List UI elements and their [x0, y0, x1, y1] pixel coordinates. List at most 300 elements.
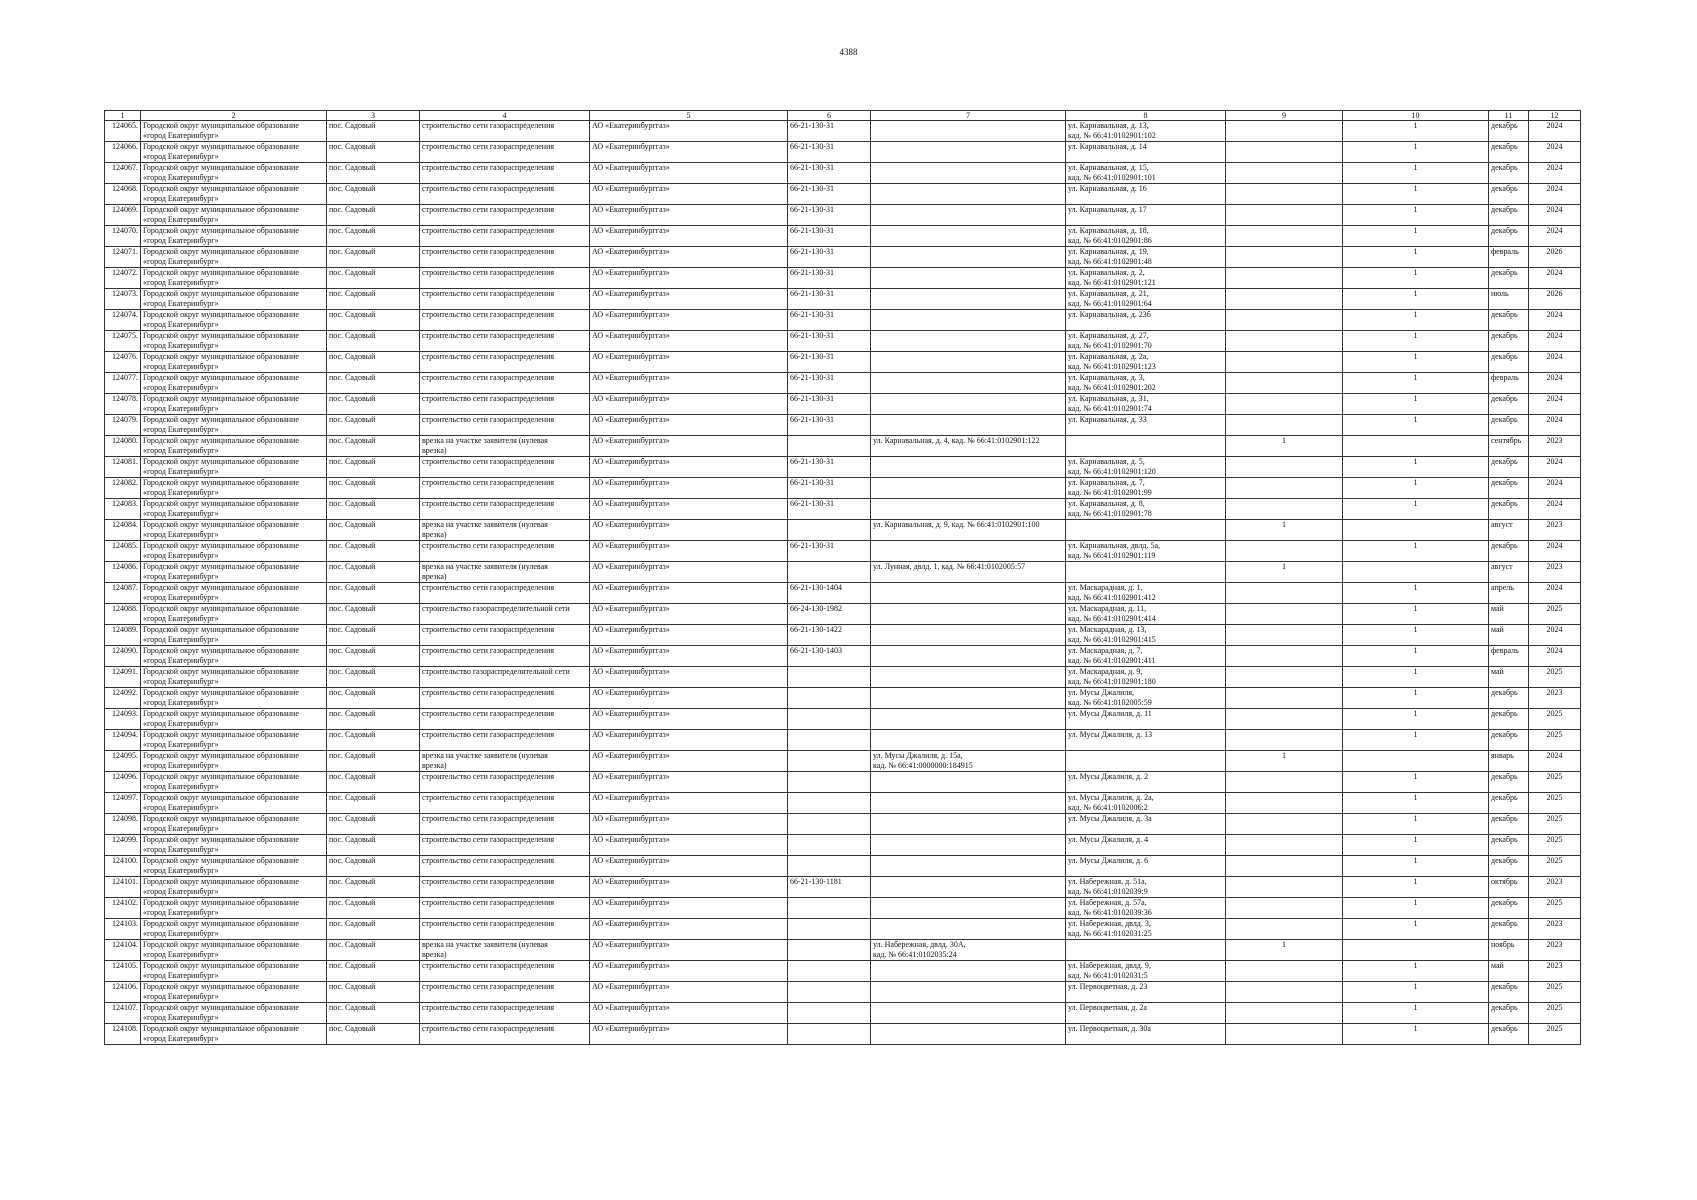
year-cell — [1529, 1024, 1581, 1045]
code-cell — [788, 1003, 871, 1024]
work-type-cell — [420, 205, 590, 226]
municipality-cell — [141, 436, 327, 457]
code-cell — [788, 835, 871, 856]
cell-text: декабрь — [1491, 142, 1518, 151]
cell-text: пос. Садовый — [329, 121, 376, 130]
address-col8-cell — [1066, 352, 1226, 373]
code-cell — [788, 961, 871, 982]
work-type-cell — [420, 268, 590, 289]
work-type-cell — [420, 625, 590, 646]
address-col8-cell — [1066, 457, 1226, 478]
cell-text: врезка на участке заявителя (нулевая — [422, 751, 548, 760]
cell-text: пос. Садовый — [329, 352, 376, 361]
work-type-cell — [420, 415, 590, 436]
year-cell — [1529, 982, 1581, 1003]
cell-text: 1 — [1413, 961, 1418, 970]
month-cell — [1489, 310, 1529, 331]
cell-text: строительство сети газораспределения — [422, 625, 555, 634]
address-col8-cell — [1066, 541, 1226, 562]
work-type-cell — [420, 436, 590, 457]
count-col9-cell — [1226, 520, 1343, 541]
count-col9-cell — [1226, 478, 1343, 499]
code-cell — [788, 709, 871, 730]
cell-text: 2023 — [1546, 940, 1563, 949]
table-row — [105, 541, 1581, 562]
count-col10-cell — [1343, 457, 1489, 478]
cell-text: 66-21-130-31 — [790, 121, 834, 130]
cell-text: 2025 — [1546, 730, 1563, 739]
col-header: 11 — [1489, 111, 1529, 121]
cell-text: строительство сети газораспределения — [422, 730, 555, 739]
address-col7-cell — [871, 835, 1066, 856]
count-col9-cell — [1226, 121, 1343, 142]
address-col8-cell — [1066, 310, 1226, 331]
cell-text: строительство газораспределительной сети — [422, 667, 570, 676]
cell-text: 1 — [1413, 898, 1418, 907]
cell-text: август — [1491, 562, 1513, 571]
cell-text: 2024 — [1546, 373, 1563, 382]
address-col7-cell — [871, 289, 1066, 310]
address-col8-cell — [1066, 331, 1226, 352]
cell-text: врезка) — [422, 761, 447, 770]
cell-text: строительство газораспределительной сети — [422, 604, 570, 613]
cell-text: строительство сети газораспределения — [422, 1024, 555, 1033]
count-col9-cell — [1226, 163, 1343, 184]
row-number-cell — [105, 520, 141, 541]
col-header: 6 — [788, 111, 871, 121]
cell-text: кад. № 66:41:0102901:48 — [1068, 257, 1152, 266]
cell-text: АО «Екатеринбурггаз» — [592, 457, 670, 466]
cell-text: пос. Садовый — [329, 289, 376, 298]
address-col7-cell — [871, 961, 1066, 982]
cell-text: ул. Маскарадная, д. 13, — [1068, 625, 1147, 634]
cell-text: 66-21-130-31 — [790, 268, 834, 277]
cell-text: пос. Садовый — [329, 646, 376, 655]
cell-text: ул. Маскарадная, д. 7, — [1068, 646, 1143, 655]
cell-text: 1 — [1413, 352, 1418, 361]
cell-text: «город Екатеринбург» — [143, 761, 219, 770]
code-cell — [788, 814, 871, 835]
cell-text: 1 — [1413, 499, 1418, 508]
cell-text: 66-21-130-31 — [790, 289, 834, 298]
count-col9-cell — [1226, 415, 1343, 436]
row-number-cell — [105, 604, 141, 625]
count-col9-cell — [1226, 604, 1343, 625]
address-col7-cell — [871, 268, 1066, 289]
cell-text: 2023 — [1546, 961, 1563, 970]
count-col9-cell — [1226, 982, 1343, 1003]
cell-text: декабрь — [1491, 814, 1518, 823]
cell-text: декабрь — [1491, 1024, 1518, 1033]
count-col10-cell — [1343, 877, 1489, 898]
month-cell — [1489, 835, 1529, 856]
cell-text: АО «Екатеринбурггаз» — [592, 289, 670, 298]
count-col10-cell — [1343, 541, 1489, 562]
organization-cell — [590, 310, 788, 331]
cell-text: декабрь — [1491, 793, 1518, 802]
year-cell — [1529, 604, 1581, 625]
address-col7-cell — [871, 520, 1066, 541]
cell-text: декабрь — [1491, 856, 1518, 865]
cell-text: АО «Екатеринбурггаз» — [592, 541, 670, 550]
row-number-cell — [105, 646, 141, 667]
row-number-cell — [105, 730, 141, 751]
cell-text: 2024 — [1546, 415, 1563, 424]
organization-cell — [590, 478, 788, 499]
address-col7-cell — [871, 1024, 1066, 1045]
cell-text: Городской округ муниципальное образование — [143, 604, 299, 613]
cell-text: 1 — [1413, 1003, 1418, 1012]
cell-text: 2025 — [1546, 793, 1563, 802]
cell-text: 66-21-130-31 — [790, 247, 834, 256]
locality-cell — [327, 919, 420, 940]
locality-cell — [327, 961, 420, 982]
table-row — [105, 1003, 1581, 1024]
cell-text: 1 — [1282, 940, 1286, 949]
cell-text: 2024 — [1546, 541, 1563, 550]
cell-text: ул. Карнавальная, д. 23б — [1068, 310, 1151, 319]
month-cell — [1489, 877, 1529, 898]
cell-text: АО «Екатеринбурггаз» — [592, 352, 670, 361]
year-cell — [1529, 499, 1581, 520]
cell-text: «город Екатеринбург» — [143, 530, 219, 539]
organization-cell — [590, 184, 788, 205]
cell-text: строительство сети газораспределения — [422, 184, 555, 193]
cell-text: 1 — [1282, 520, 1286, 529]
count-col10-cell — [1343, 667, 1489, 688]
organization-cell — [590, 688, 788, 709]
cell-text: Городской округ муниципальное образование — [143, 121, 299, 130]
cell-text: 124108. — [112, 1024, 138, 1033]
count-col9-cell — [1226, 268, 1343, 289]
cell-text: апрель — [1491, 583, 1514, 592]
code-cell — [788, 751, 871, 772]
table-row — [105, 709, 1581, 730]
count-col10-cell — [1343, 436, 1489, 457]
month-cell — [1489, 184, 1529, 205]
row-number-cell — [105, 835, 141, 856]
locality-cell — [327, 667, 420, 688]
cell-text: 124101. — [112, 877, 138, 886]
cell-text: 124071. — [112, 247, 138, 256]
year-cell — [1529, 205, 1581, 226]
cell-text: «город Екатеринбург» — [143, 341, 219, 350]
cell-text: декабрь — [1491, 688, 1518, 697]
locality-cell — [327, 1003, 420, 1024]
cell-text: февраль — [1491, 247, 1519, 256]
cell-text: пос. Садовый — [329, 772, 376, 781]
work-type-cell — [420, 856, 590, 877]
month-cell — [1489, 499, 1529, 520]
col-header: 2 — [141, 111, 327, 121]
cell-text: 2023 — [1546, 919, 1563, 928]
locality-cell — [327, 247, 420, 268]
organization-cell — [590, 751, 788, 772]
count-col10-cell — [1343, 142, 1489, 163]
cell-text: «город Екатеринбург» — [143, 929, 219, 938]
address-col8-cell — [1066, 415, 1226, 436]
cell-text: АО «Екатеринбурггаз» — [592, 856, 670, 865]
table-row — [105, 520, 1581, 541]
cell-text: 2024 — [1546, 163, 1563, 172]
work-type-cell — [420, 961, 590, 982]
address-col8-cell — [1066, 751, 1226, 772]
organization-cell — [590, 772, 788, 793]
address-col7-cell — [871, 772, 1066, 793]
row-number-cell — [105, 394, 141, 415]
code-cell — [788, 373, 871, 394]
cell-text: ул. Маскарадная, д. 11, — [1068, 604, 1147, 613]
code-cell — [788, 352, 871, 373]
cell-text: АО «Екатеринбурггаз» — [592, 877, 670, 886]
cell-text: Городской округ муниципальное образование — [143, 688, 299, 697]
cell-text: 66-21-130-31 — [790, 352, 834, 361]
cell-text: АО «Екатеринбурггаз» — [592, 310, 670, 319]
cell-text: «город Екатеринбург» — [143, 572, 219, 581]
cell-text: «город Екатеринбург» — [143, 383, 219, 392]
cell-text: 1 — [1413, 394, 1418, 403]
count-col9-cell — [1226, 751, 1343, 772]
locality-cell — [327, 436, 420, 457]
work-type-cell — [420, 583, 590, 604]
cell-text: 1 — [1413, 415, 1418, 424]
row-number-cell — [105, 583, 141, 604]
cell-text: «город Екатеринбург» — [143, 992, 219, 1001]
count-col10-cell — [1343, 856, 1489, 877]
count-col9-cell — [1226, 331, 1343, 352]
cell-text: 124086. — [112, 562, 138, 571]
organization-cell — [590, 562, 788, 583]
cell-text: 66-21-130-1181 — [790, 877, 842, 886]
month-cell — [1489, 919, 1529, 940]
cell-text: декабрь — [1491, 352, 1518, 361]
organization-cell — [590, 331, 788, 352]
count-col10-cell — [1343, 604, 1489, 625]
cell-text: АО «Екатеринбурггаз» — [592, 436, 670, 445]
row-number-cell — [105, 247, 141, 268]
cell-text: 66-21-130-31 — [790, 310, 834, 319]
work-type-cell — [420, 646, 590, 667]
cell-text: строительство сети газораспределения — [422, 268, 555, 277]
cell-text: ул. Набережная, двлд. 30А, — [873, 940, 966, 949]
cell-text: «город Екатеринбург» — [143, 971, 219, 980]
cell-text: 124095. — [112, 751, 138, 760]
cell-text: строительство сети газораспределения — [422, 310, 555, 319]
cell-text: строительство сети газораспределения — [422, 793, 555, 802]
cell-text: ул. Мусы Джалиля, д. 15а, — [873, 751, 963, 760]
table-row — [105, 226, 1581, 247]
locality-cell — [327, 856, 420, 877]
cell-text: «город Екатеринбург» — [143, 509, 219, 518]
cell-text: ул. Мусы Джалиля, — [1068, 688, 1135, 697]
municipality-cell — [141, 268, 327, 289]
cell-text: 1 — [1413, 247, 1418, 256]
cell-text: 66-21-130-31 — [790, 373, 834, 382]
count-col9-cell — [1226, 1003, 1343, 1024]
cell-text: строительство сети газораспределения — [422, 919, 555, 928]
count-col10-cell — [1343, 961, 1489, 982]
cell-text: пос. Садовый — [329, 331, 376, 340]
cell-text: Городской округ муниципальное образование — [143, 898, 299, 907]
cell-text: ул. Карнавальная, д. 14 — [1068, 142, 1147, 151]
cell-text: 124082. — [112, 478, 138, 487]
cell-text: врезка на участке заявителя (нулевая — [422, 940, 548, 949]
cell-text: ул. Набережная, д. 51а, — [1068, 877, 1147, 886]
cell-text: 2024 — [1546, 352, 1563, 361]
month-cell — [1489, 541, 1529, 562]
cell-text: 124076. — [112, 352, 138, 361]
cell-text: Городской округ муниципальное образование — [143, 877, 299, 886]
address-col8-cell — [1066, 877, 1226, 898]
year-cell — [1529, 289, 1581, 310]
address-col7-cell — [871, 604, 1066, 625]
year-cell — [1529, 793, 1581, 814]
cell-text: «город Екатеринбург» — [143, 719, 219, 728]
cell-text: ул. Карнавальная, двлд. 5а, — [1068, 541, 1161, 550]
cell-text: 1 — [1413, 877, 1418, 886]
locality-cell — [327, 772, 420, 793]
organization-cell — [590, 1003, 788, 1024]
cell-text: врезка на участке заявителя (нулевая — [422, 436, 548, 445]
table-row — [105, 436, 1581, 457]
work-type-cell — [420, 163, 590, 184]
address-col8-cell — [1066, 268, 1226, 289]
cell-text: декабрь — [1491, 394, 1518, 403]
code-cell — [788, 982, 871, 1003]
row-number-cell — [105, 982, 141, 1003]
address-col7-cell — [871, 163, 1066, 184]
cell-text: 124070. — [112, 226, 138, 235]
cell-text: Городской округ муниципальное образование — [143, 289, 299, 298]
cell-text: 2025 — [1546, 856, 1563, 865]
cell-text: Городской округ муниципальное образование — [143, 961, 299, 970]
row-number-cell — [105, 478, 141, 499]
cell-text: Городской округ муниципальное образование — [143, 436, 299, 445]
month-cell — [1489, 226, 1529, 247]
organization-cell — [590, 709, 788, 730]
cell-text: 124079. — [112, 415, 138, 424]
year-cell — [1529, 352, 1581, 373]
code-cell — [788, 667, 871, 688]
address-col8-cell — [1066, 940, 1226, 961]
cell-text: АО «Екатеринбурггаз» — [592, 646, 670, 655]
cell-text: Городской округ муниципальное образование — [143, 625, 299, 634]
address-col8-cell — [1066, 121, 1226, 142]
municipality-cell — [141, 541, 327, 562]
cell-text: 1 — [1413, 835, 1418, 844]
cell-text: 2026 — [1546, 247, 1563, 256]
municipality-cell — [141, 730, 327, 751]
municipality-cell — [141, 793, 327, 814]
cell-text: 66-21-130-31 — [790, 394, 834, 403]
cell-text: «город Екатеринбург» — [143, 236, 219, 245]
cell-text: строительство сети газораспределения — [422, 499, 555, 508]
count-col10-cell — [1343, 352, 1489, 373]
cell-text: 124084. — [112, 520, 138, 529]
cell-text: «город Екатеринбург» — [143, 866, 219, 875]
year-cell — [1529, 751, 1581, 772]
municipality-cell — [141, 646, 327, 667]
cell-text: 1 — [1413, 982, 1418, 991]
work-type-cell — [420, 226, 590, 247]
row-number-cell — [105, 919, 141, 940]
cell-text: врезка на участке заявителя (нулевая — [422, 520, 548, 529]
work-type-cell — [420, 877, 590, 898]
cell-text: Городской округ муниципальное образование — [143, 1003, 299, 1012]
cell-text: 124094. — [112, 730, 138, 739]
table-row — [105, 856, 1581, 877]
year-cell — [1529, 877, 1581, 898]
cell-text: декабрь — [1491, 709, 1518, 718]
work-type-cell — [420, 247, 590, 268]
code-cell — [788, 184, 871, 205]
cell-text: АО «Екатеринбурггаз» — [592, 751, 670, 760]
locality-cell — [327, 982, 420, 1003]
cell-text: 124105. — [112, 961, 138, 970]
table-row — [105, 562, 1581, 583]
locality-cell — [327, 163, 420, 184]
cell-text: АО «Екатеринбурггаз» — [592, 163, 670, 172]
cell-text: врезка) — [422, 530, 447, 539]
cell-text: 124085. — [112, 541, 138, 550]
cell-text: 2024 — [1546, 226, 1563, 235]
row-number-cell — [105, 142, 141, 163]
cell-text: пос. Садовый — [329, 562, 376, 571]
cell-text: строительство сети газораспределения — [422, 352, 555, 361]
cell-text: пос. Садовый — [329, 730, 376, 739]
year-cell — [1529, 520, 1581, 541]
cell-text: ул. Карнавальная, д. 13, — [1068, 121, 1149, 130]
count-col10-cell — [1343, 205, 1489, 226]
address-col7-cell — [871, 877, 1066, 898]
locality-cell — [327, 814, 420, 835]
municipality-cell — [141, 373, 327, 394]
month-cell — [1489, 583, 1529, 604]
row-number-cell — [105, 268, 141, 289]
count-col9-cell — [1226, 562, 1343, 583]
address-col7-cell — [871, 898, 1066, 919]
organization-cell — [590, 793, 788, 814]
cell-text: 124068. — [112, 184, 138, 193]
cell-text: 1 — [1413, 142, 1418, 151]
locality-cell — [327, 625, 420, 646]
cell-text: декабрь — [1491, 457, 1518, 466]
address-col8-cell — [1066, 562, 1226, 583]
address-col7-cell — [871, 352, 1066, 373]
cell-text: 124092. — [112, 688, 138, 697]
cell-text: ул. Мусы Джалиля, д. 11 — [1068, 709, 1152, 718]
address-col8-cell — [1066, 163, 1226, 184]
cell-text: 124067. — [112, 163, 138, 172]
row-number-cell — [105, 289, 141, 310]
work-type-cell — [420, 667, 590, 688]
cell-text: «город Екатеринбург» — [143, 278, 219, 287]
count-col9-cell — [1226, 541, 1343, 562]
cell-text: «город Екатеринбург» — [143, 362, 219, 371]
count-col10-cell — [1343, 940, 1489, 961]
row-number-cell — [105, 562, 141, 583]
cell-text: кад. № 66:41:0102901:119 — [1068, 551, 1156, 560]
month-cell — [1489, 436, 1529, 457]
cell-text: 66-21-130-1422 — [790, 625, 842, 634]
cell-text: ул. Карнавальная, д. 5, — [1068, 457, 1145, 466]
cell-text: ул. Лунная, двлд. 1, кад. № 66:41:0102005:57 — [873, 562, 1026, 571]
cell-text: 2025 — [1546, 1024, 1563, 1033]
table-row — [105, 373, 1581, 394]
cell-text: ул. Карнавальная, д. 9, кад. № 66:41:0102901:100 — [873, 520, 1040, 529]
row-number-cell — [105, 121, 141, 142]
table-row — [105, 142, 1581, 163]
